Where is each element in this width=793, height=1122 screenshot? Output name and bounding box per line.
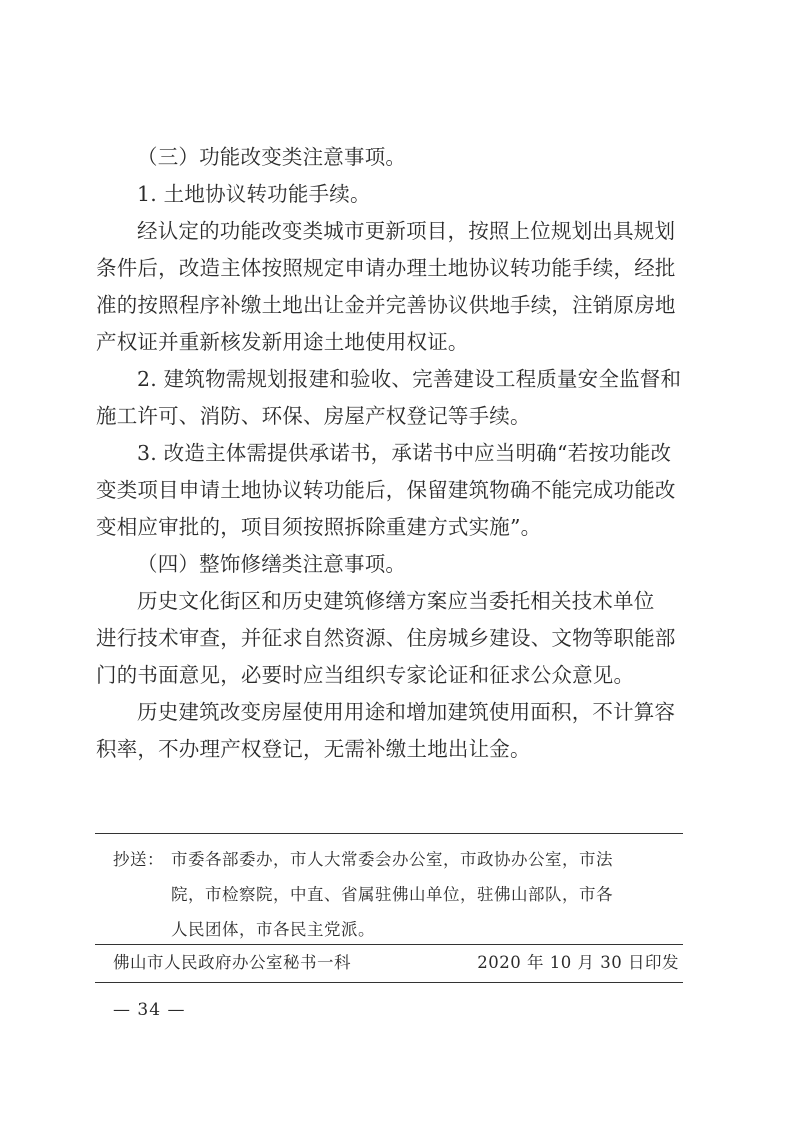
paragraph-line: 历史建筑改变房屋使用用途和增加建筑使用面积，不计算容 — [137, 700, 676, 724]
paragraph-line: 条件后，改造主体按照规定申请办理土地协议转功能手续，经批 — [96, 256, 676, 280]
paragraph-line: 门的书面意见，必要时应当组织专家论证和征求公众意见。 — [96, 663, 635, 687]
cc-top-rule — [95, 833, 683, 834]
page-number: — 34 — — [113, 1000, 186, 1020]
paragraph-line: 经认定的功能改变类城市更新项目，按照上位规划出具规划 — [137, 219, 676, 243]
issue-date: 2020 年 10 月 30 日印发 — [477, 953, 679, 972]
paragraph-line: 进行技术审查，并征求自然资源、住房城乡建设、文物等职能部 — [96, 626, 676, 650]
paragraph-line: 施工许可、消防、环保、房屋产权登记等手续。 — [96, 404, 531, 428]
paragraph-line: 变类项目申请土地协议转功能后，保留建筑物确不能完成功能改 — [96, 478, 676, 502]
item-1-title: 1. 土地协议转功能手续。 — [137, 182, 371, 206]
paragraph-line: 2. 建筑物需规划报建和验收、完善建设工程质量安全监督和 — [137, 367, 682, 391]
cc-block — [113, 842, 683, 947]
paragraph-line: 产权证并重新核发新用途土地使用权证。 — [96, 330, 469, 354]
body-text — [96, 139, 684, 768]
paragraph-line: 准的按照程序补缴土地出让金并完善协议供地手续，注销原房地 — [96, 293, 676, 317]
issuer-row — [113, 948, 679, 978]
paragraph-line: 积率，不办理产权登记，无需补缴土地出让金。 — [96, 737, 531, 761]
cc-line: 人民团体，市各民主党派。 — [171, 920, 375, 939]
issuer-name: 佛山市人民政府办公室秘书一科 — [113, 953, 351, 972]
paragraph-line: 3. 改造主体需提供承诺书，承诺书中应当明确“若按功能改 — [137, 441, 672, 465]
paragraph-line: 变相应审批的，项目须按照拆除重建方式实施”。 — [96, 515, 542, 539]
paragraph-line: 历史文化街区和历史建筑修缮方案应当委托相关技术单位 — [137, 589, 655, 613]
cc-line: 市委各部委办，市人大常委会办公室，市政协办公室，市法 — [171, 850, 613, 869]
cc-row — [113, 842, 683, 877]
section-3-heading: （三）功能改变类注意事项。 — [137, 145, 407, 169]
cc-line: 院，市检察院，中直、省属驻佛山单位，驻佛山部队，市各 — [171, 885, 613, 904]
issuer-top-rule — [95, 944, 683, 945]
section-4-heading: （四）整饰修缮类注意事项。 — [137, 552, 407, 576]
cc-label: 抄送： — [113, 850, 164, 869]
issuer-bottom-rule — [95, 982, 683, 983]
